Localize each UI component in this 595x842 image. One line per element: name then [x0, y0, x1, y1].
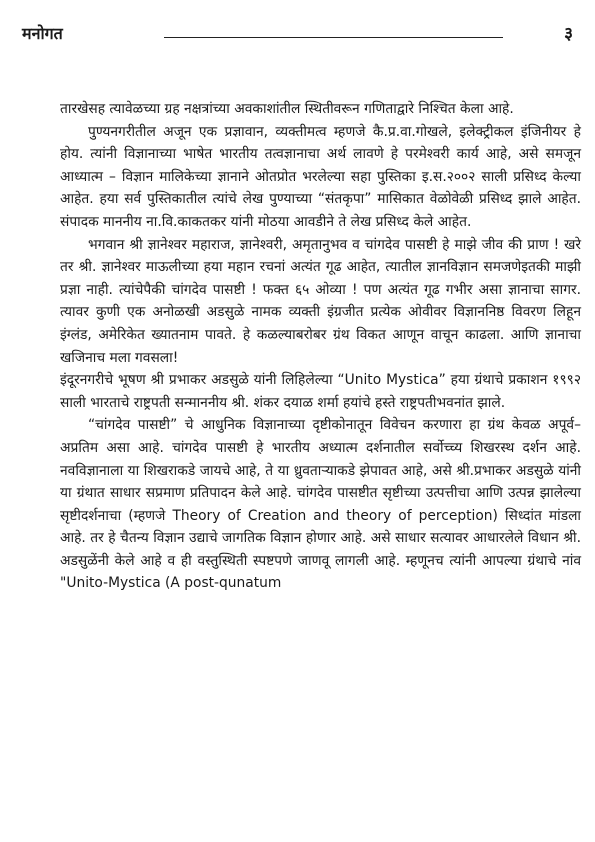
- paragraph-continuation: तारखेसह त्यावेळच्या ग्रह नक्षत्रांच्या अवकाशांतील स्थितीवरून गणिताद्वारे निश्चित केला आहे.: [60, 101, 514, 117]
- body-text: [60, 98, 581, 595]
- page-number: ३: [564, 24, 573, 44]
- header-rule: [164, 37, 503, 38]
- running-title: मनोगत: [22, 24, 63, 43]
- paragraph-changdev-pasashti: “चांगदेव पासष्टी” चे आधुनिक विज्ञानाच्या दृष्टीकोनातून विवेचन करणारा हा ग्रंथ केवळ अपूर्व–अप्रतिम असा आहे. चांगदेव पासष्टी हे भारतीय अध्यात्म दर्शनातील सर्वोच्च्य शिखरस्थ दर्शन आहे. नवविज्ञानाला या शिखराकडे जायचे आहे, ते या ध्रुवताऱ्याकडे झेपावत आहे, असे श्री.प्रभाकर अडसुळे यांनी या ग्रंथात साधार सप्रमाण प्रतिपादन केले आहे. चांगदेव पासष्टीत सृष्टीच्या उत्पत्तीचा आणि उत्पन्न झालेल्या सृष्टीदर्शनाचा (म्हणजे Theory of Creation and theory of perception) सिध्दांत मांडला आहे. तर हे चैतन्य विज्ञान उद्याचे जागतिक विज्ञान होणार आहे. असे साधार सत्यावर आधारलेले विधान श्री. अडसुळेंनी केले आहे व ही वस्तुस्थिती स्पष्टपणे जाणवू लागली आहे. म्हणूनच त्यांनी आपल्या ग्रंथाचे नांव "Unito-Mystica (A post-qunatum: [60, 417, 581, 592]
- paragraph-dnyaneshwar: भगवान श्री ज्ञानेश्वर महाराज, ज्ञानेश्वरी, अमृतानुभव व चांगदेव पासष्टी हे माझे जीव की प्राण ! खरे तर श्री. ज्ञानेश्वर माऊलीच्या हया महान रचनां अत्यंत गूढ आहेत, त्यातील ज्ञानविज्ञान समजणेइतकी माझी प्रज्ञा नाही. त्यांचेपैकी चांगदेव पासष्टी ! फक्त ६५ ओव्या ! पण अत्यंत गूढ गभीर असा ज्ञानाचा सागर. त्यावर कुणी एक अनोळखी अडसुळे नामक व्यक्ती इंग्रजीत प्रत्येक ओवीवर विज्ञाननिष्ठ विवरण लिहून इंग्लंड, अमेरिकेत ख्यातनाम पावते. हे कळल्याबरोबर ग्रंथ विकत आणून वाचून काढला. आणि ज्ञानाचा खजिनाच मला गवसला!: [60, 236, 581, 366]
- paragraph-unito-mystica: इंदूरनगरीचे भूषण श्री प्रभाकर अडसुळे यांनी लिहिलेल्या “Unito Mystica” हया ग्रंथाचे प्रकाशन १९९२ साली भारताचे राष्ट्रपती सन्माननीय श्री. शंकर दयाळ शर्मा हयांचे हस्ते राष्ट्रपतीभवनांत झाले.: [60, 372, 581, 411]
- page-header: [22, 22, 573, 48]
- paragraph-gokhale: पुण्यनगरीतील अजून एक प्रज्ञावान, व्यक्तीमत्व म्हणजे कै.प्र.वा.गोखले, इलेक्ट्रीकल इंजिनीयर हे होय. त्यांनी विज्ञानाच्या भाषेत भारतीय तत्वज्ञानाचा अर्थ लावणे हे परमेश्वरी कार्य आहे, असे समजून आध्यात्म – विज्ञान मालिकेच्या ज्ञानाने ओतप्रोत भरलेल्या सहा पुस्तिका इ.स.२००२ साली प्रसिध्द केल्या आहेत. हया सर्व पुस्तिकातील त्यांचे लेख पुण्याच्या “संतकृपा” मासिकात वेळोवेळी प्रसिध्द झाले आहेत. संपादक माननीय ना.वि.काकतकर यांनी मोठया आवडीने ते लेख प्रसिध्द केले आहेत.: [60, 123, 581, 230]
